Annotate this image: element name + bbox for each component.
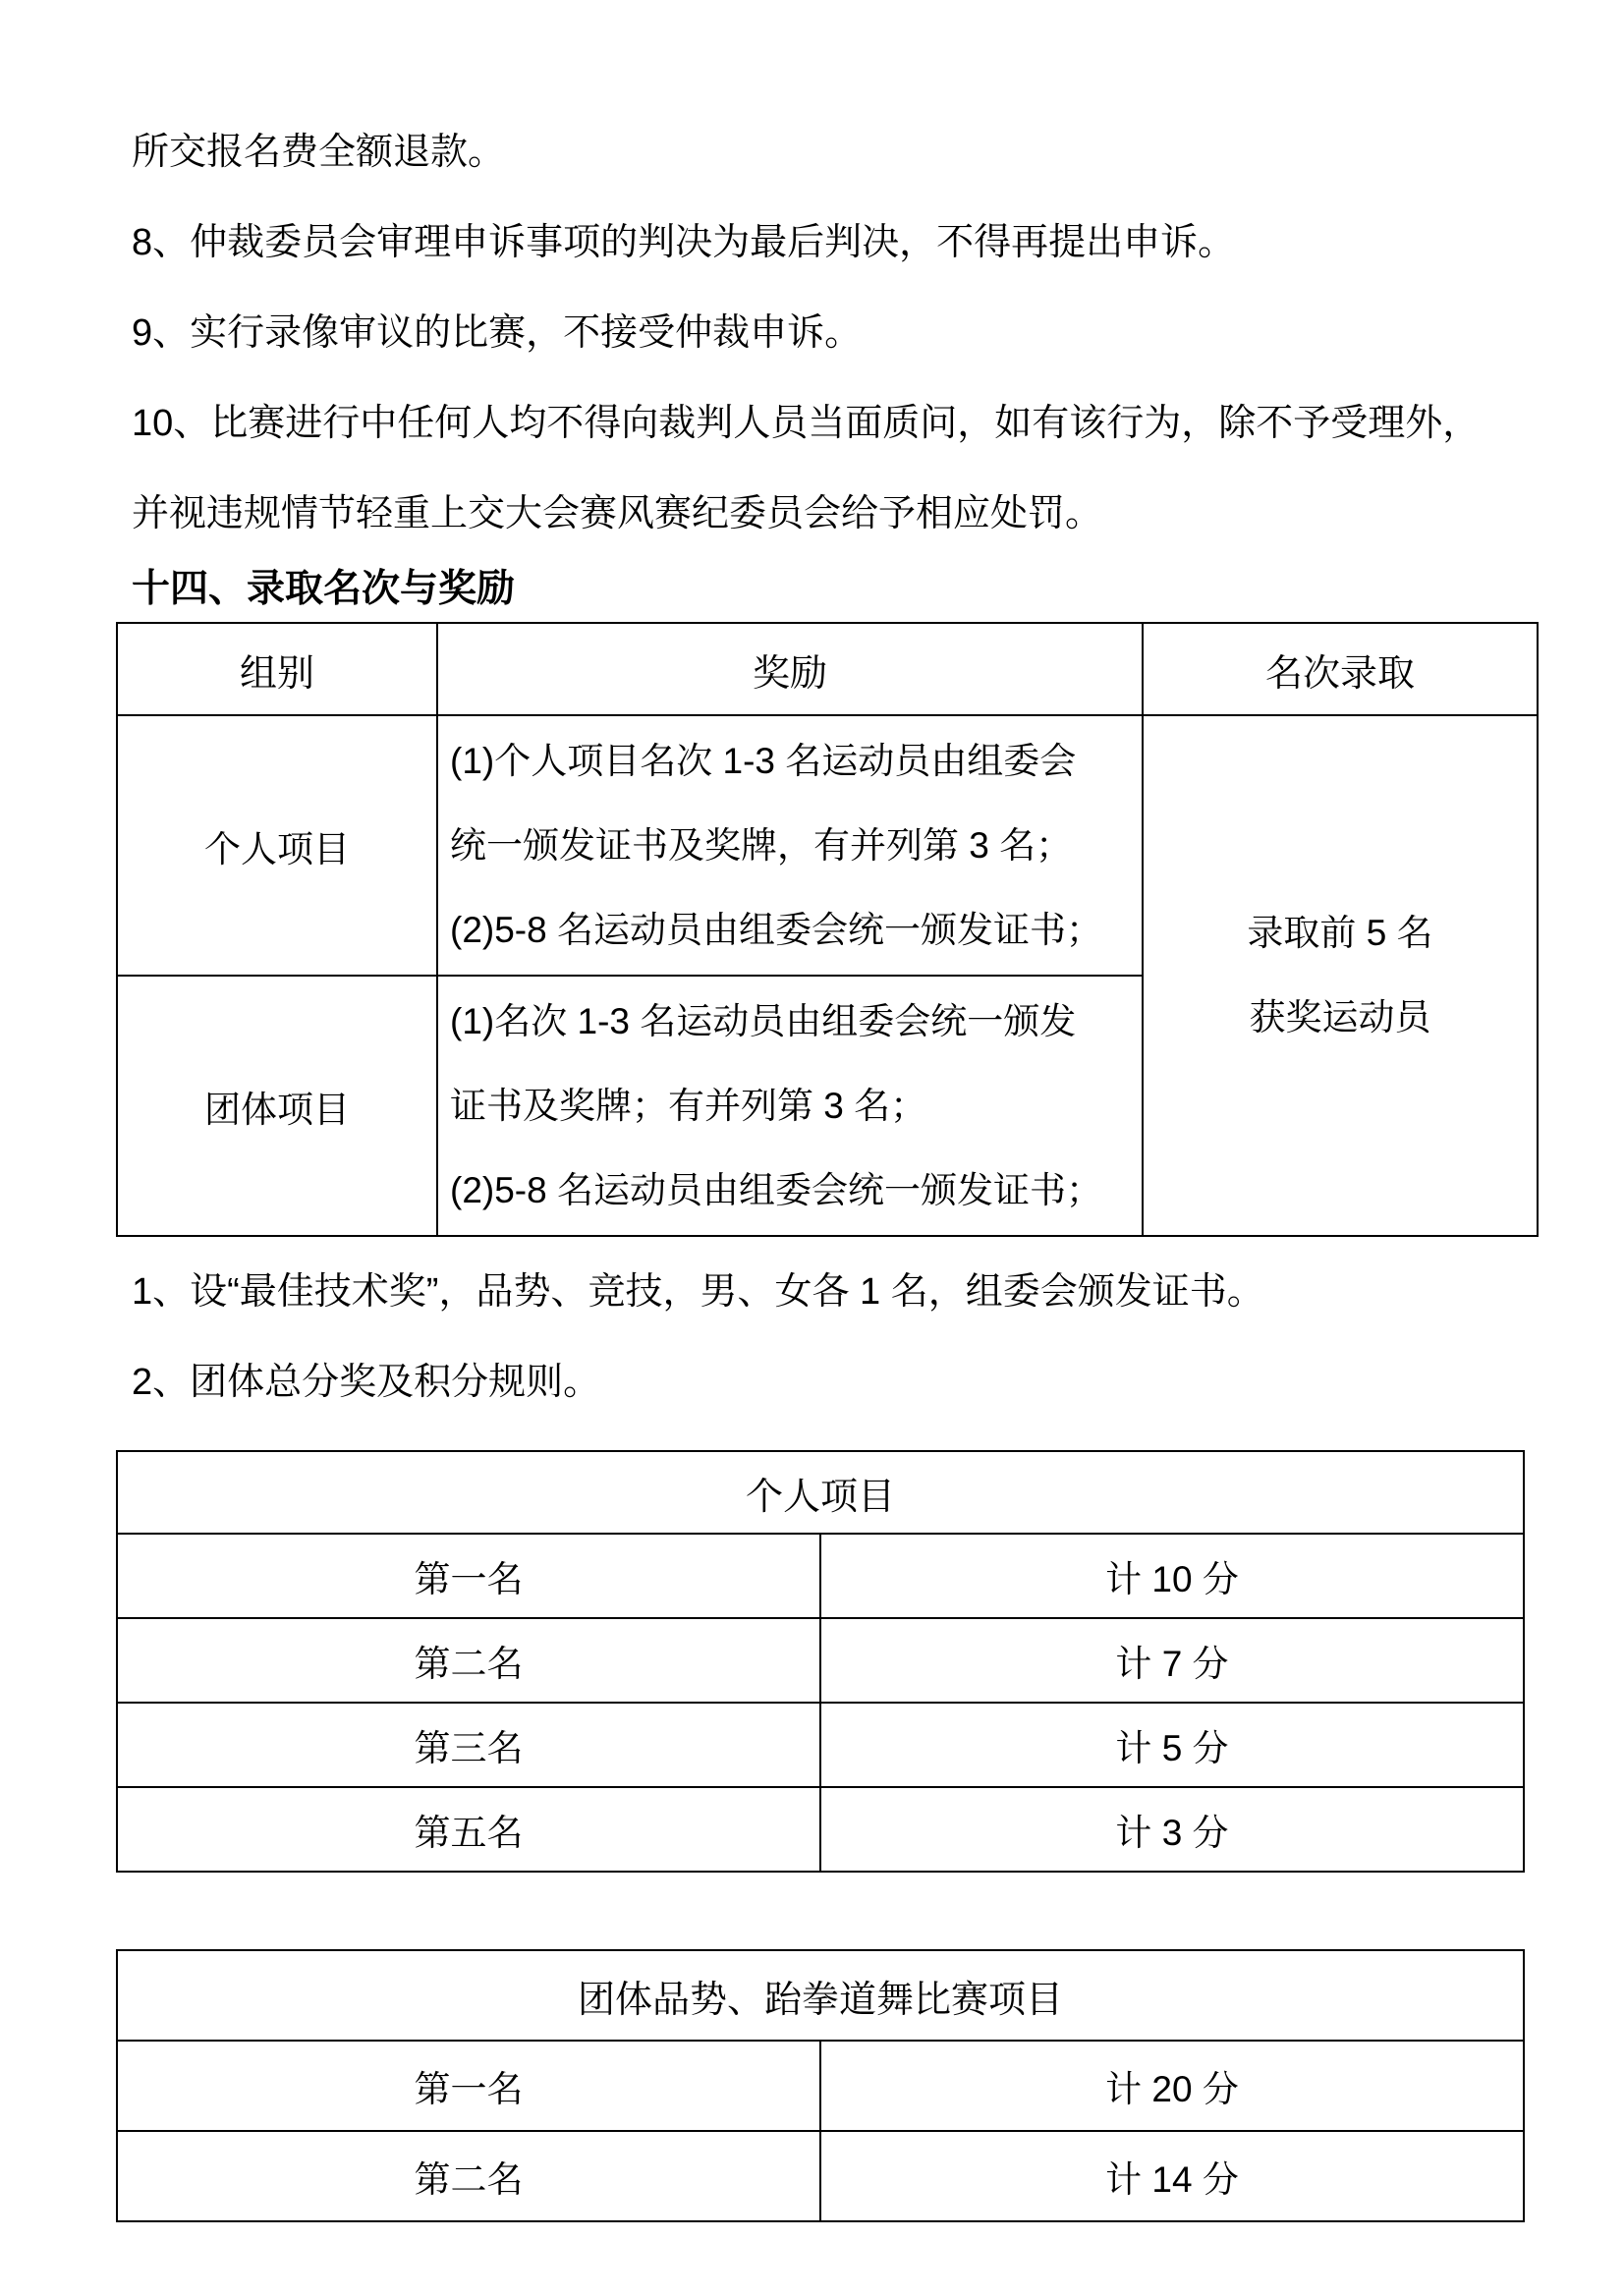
points-value: 计 7 分: [820, 1618, 1524, 1703]
points-row: [117, 2131, 1524, 2221]
ranking-merged-cell: [1143, 715, 1538, 1236]
paragraph-item-8: [116, 197, 1525, 288]
paragraph-line: 10、比赛进行中任何人均不得向裁判人员当面质问，如有该行为，除不予受理外，: [132, 403, 1481, 444]
paragraph-refund: [116, 107, 1525, 197]
award-table-header-award: 奖励: [437, 623, 1143, 715]
points-row: [117, 1787, 1524, 1872]
points-value: 计 10 分: [820, 1534, 1524, 1618]
award-line: 证书及奖牌；有并列第 3 名；: [450, 1085, 927, 1126]
individual-points-title: 个人项目: [117, 1451, 1524, 1534]
team-points-title: 团体品势、跆拳道舞比赛项目: [117, 1950, 1524, 2041]
award-table-header-ranking: 名次录取: [1143, 623, 1538, 715]
group-cell-team: 团体项目: [117, 976, 437, 1236]
paragraph-line: 所交报名费全额退款。: [132, 132, 506, 173]
points-value: 计 5 分: [820, 1703, 1524, 1787]
points-row: [117, 1618, 1524, 1703]
award-cell-individual: [437, 715, 1143, 976]
ranking-line: 录取前 5 名: [1247, 913, 1433, 953]
rank-label: 第三名: [117, 1703, 820, 1787]
points-value: 计 20 分: [820, 2041, 1524, 2131]
note-team-points-rule: 2、团体总分奖及积分规则。: [132, 1362, 601, 1403]
points-value: 计 14 分: [820, 2131, 1524, 2221]
ranking-line: 获奖运动员: [1249, 997, 1431, 1037]
points-value: 计 3 分: [820, 1787, 1524, 1872]
paragraph-item-10: [116, 378, 1525, 559]
rank-label: 第一名: [117, 2041, 820, 2131]
paragraph-line: 8、仲裁委员会审理申诉事项的判决为最后判决，不得再提出申诉。: [132, 222, 1236, 263]
team-points-table: [116, 1949, 1525, 2222]
document-content: [116, 0, 1525, 2222]
award-table-header-row: [117, 623, 1538, 715]
award-line: (2)5-8 名运动员由组委会统一颁发证书；: [450, 1169, 1102, 1210]
award-line: (2)5-8 名运动员由组委会统一颁发证书；: [450, 909, 1102, 950]
award-line: (1)个人项目名次 1-3 名运动员由组委会: [450, 740, 1077, 781]
note-best-technique: 1、设“最佳技术奖”，品势、竞技，男、女各 1 名，组委会颁发证书。: [132, 1271, 1264, 1313]
rank-label: 第五名: [117, 1787, 820, 1872]
paragraph-line: 9、实行录像审议的比赛，不接受仲裁申诉。: [132, 312, 863, 354]
rank-label: 第一名: [117, 1534, 820, 1618]
award-line: 统一颁发证书及奖牌，有并列第 3 名；: [450, 824, 1073, 866]
team-points-title-row: [117, 1950, 1524, 2041]
group-cell-individual: 个人项目: [117, 715, 437, 976]
award-table: [116, 622, 1539, 1237]
notes-section: [116, 1247, 1525, 1428]
points-row: [117, 1703, 1524, 1787]
intro-paragraphs: [116, 107, 1525, 559]
rank-label: 第二名: [117, 1618, 820, 1703]
award-line: (1)名次 1-3 名运动员由组委会统一颁发: [450, 1000, 1077, 1041]
paragraph-item-9: [116, 288, 1525, 378]
rank-label: 第二名: [117, 2131, 820, 2221]
award-table-header-group: 组别: [117, 623, 437, 715]
individual-points-title-row: [117, 1451, 1524, 1534]
paragraph-line: 并视违规情节轻重上交大会赛风赛纪委员会给予相应处罚。: [132, 493, 1103, 534]
section-heading: 十四、录取名次与奖励: [132, 568, 516, 610]
award-table-row-individual: [117, 715, 1538, 976]
award-cell-team: [437, 976, 1143, 1236]
individual-points-table: [116, 1450, 1525, 1873]
points-row: [117, 2041, 1524, 2131]
points-row: [117, 1534, 1524, 1618]
